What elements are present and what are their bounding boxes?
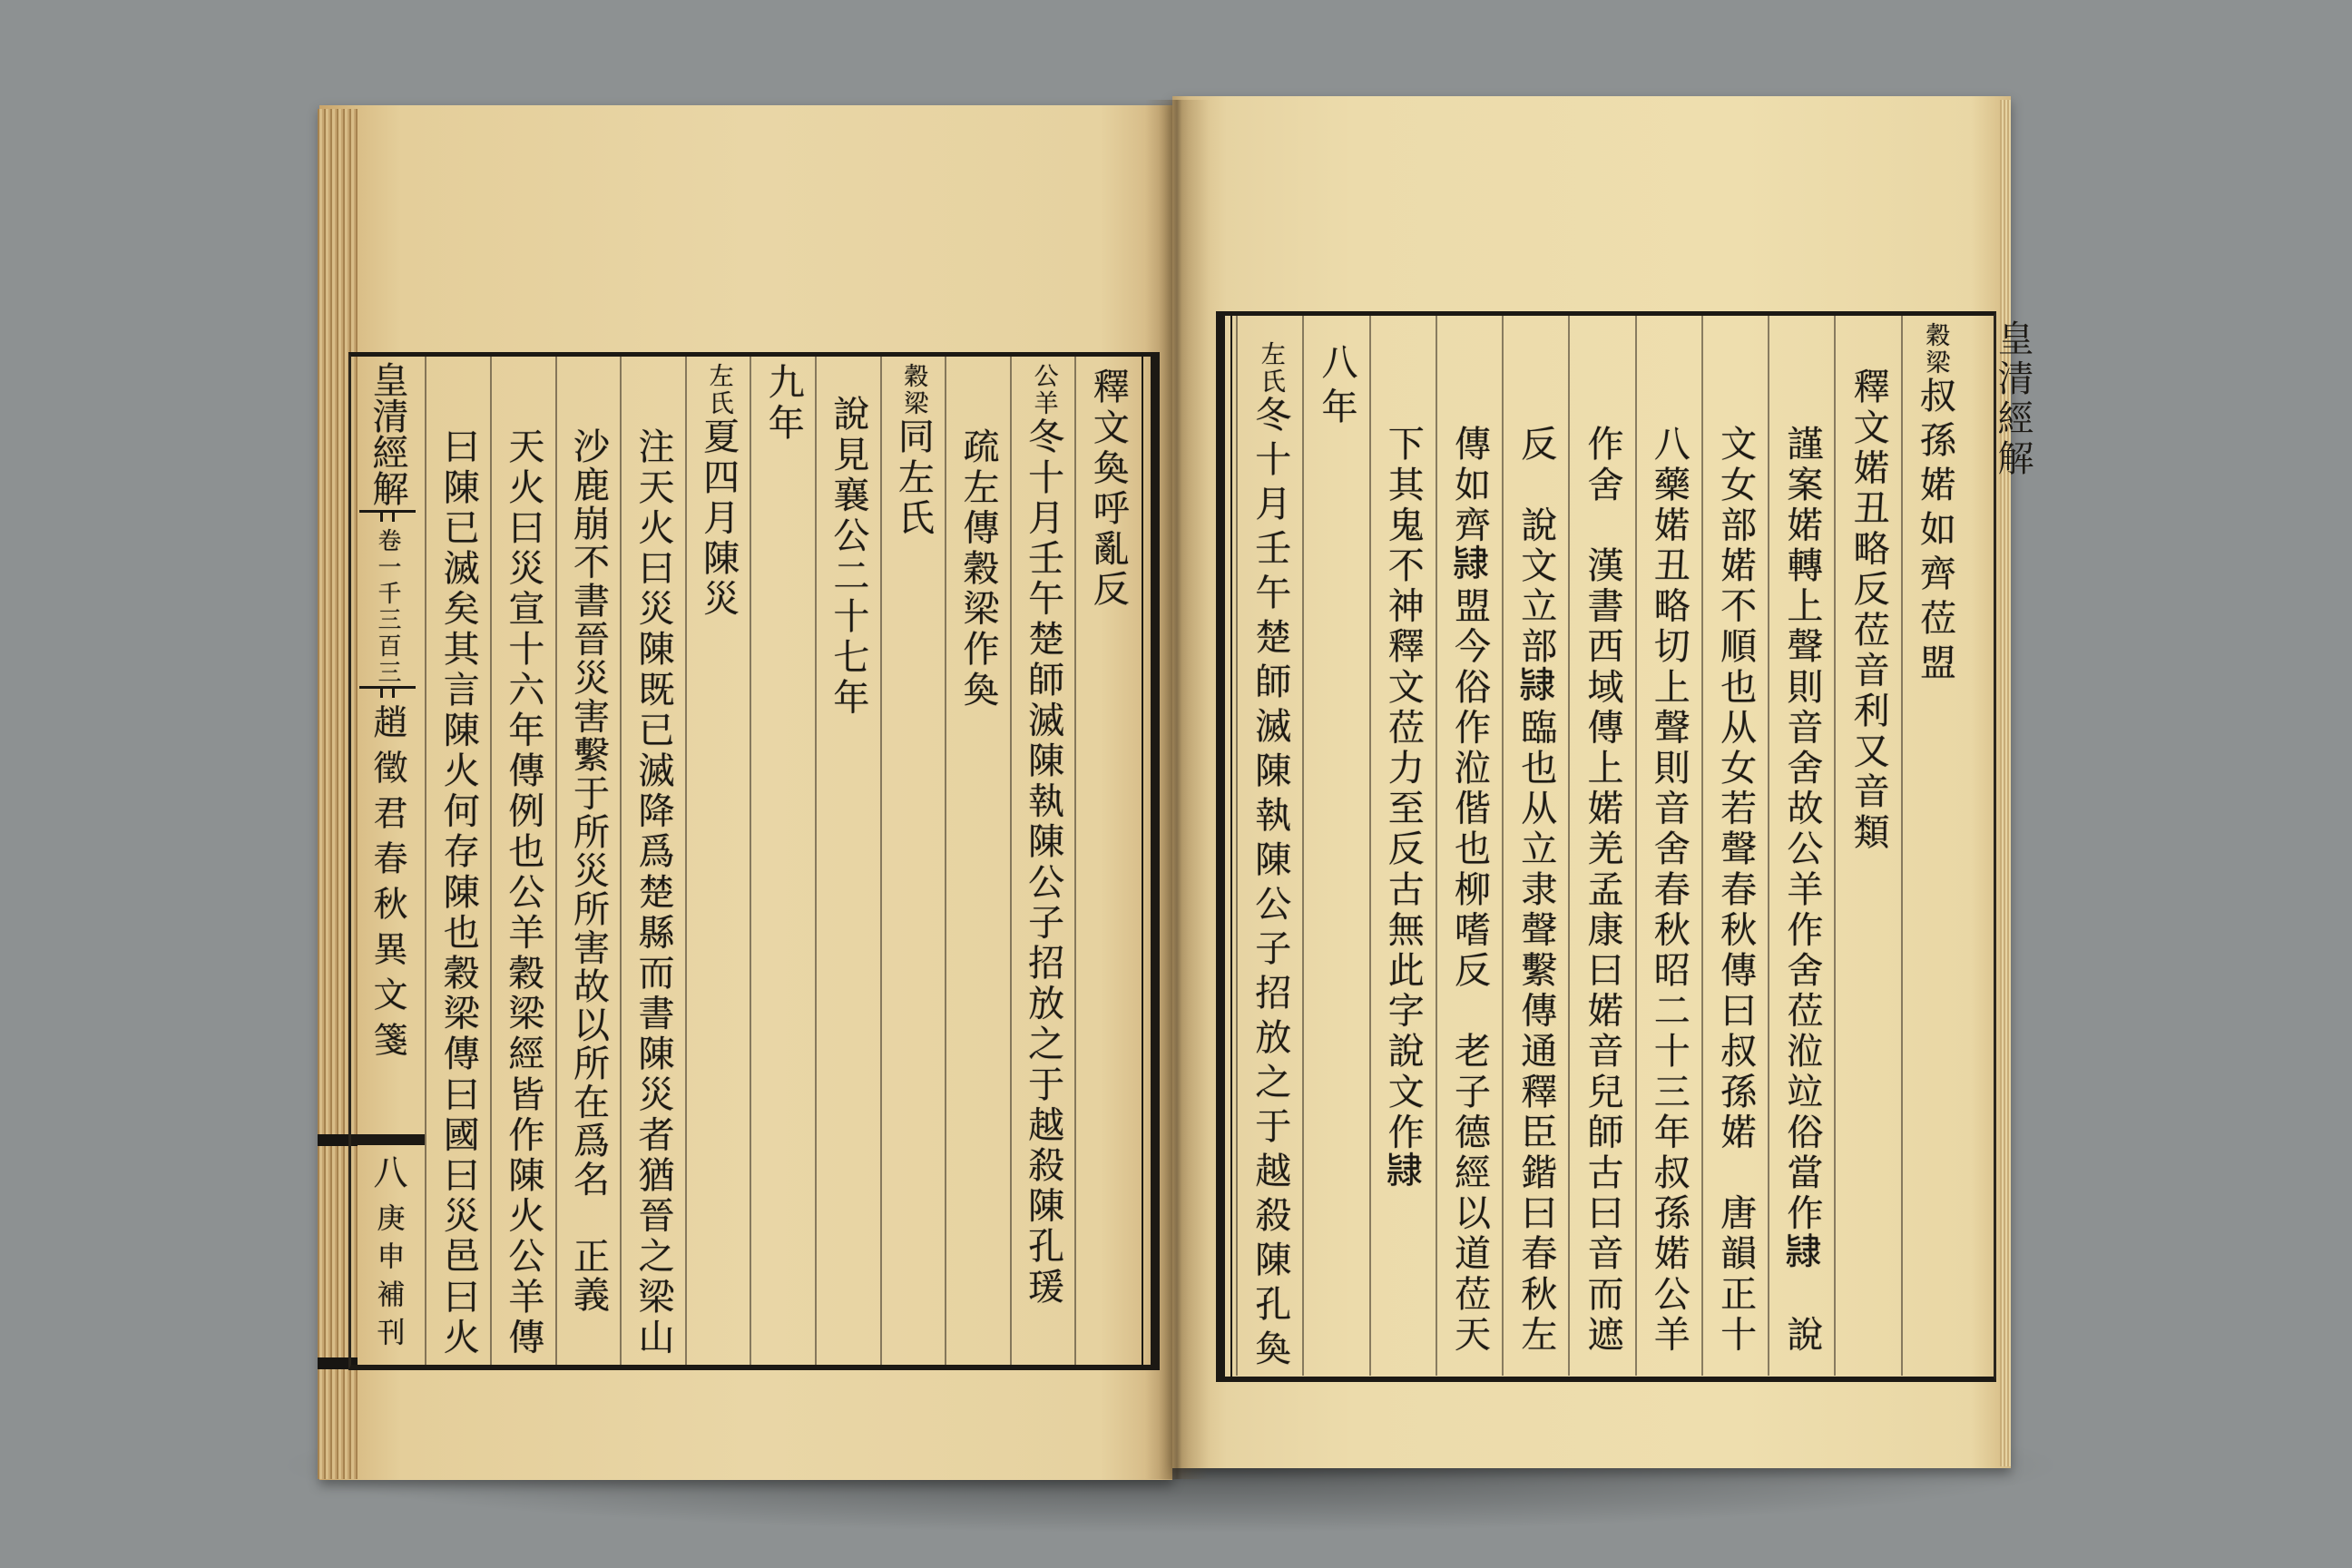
left-column-1 [1074,357,1140,1365]
right-column-4-line [1714,425,1757,1356]
fold-black-bar [351,1134,425,1145]
column-text: 疏左傳穀梁作奐 [957,427,1000,711]
fold-collection-title: 皇清經解 [367,361,408,506]
right-column-10-line [1315,343,1357,432]
right-column-1-line [1914,322,1956,688]
left-column-4 [880,357,946,1365]
column-text: 傳如齊𨽻盟今俗作涖偕也柳嗜反 老子德經以道莅天 [1448,425,1491,1356]
fold-work-title: 趙徵君春秋異文箋 [368,704,407,1067]
right-column-11 [1236,316,1302,1376]
column-note: 公羊 [1029,363,1058,417]
left-column-9 [555,357,621,1365]
column-note: 左氏 [1256,341,1285,396]
left-column-2-line [1022,363,1064,1308]
fold-volume: 卷一千三百三 [374,528,401,686]
column-text: 釋文奐呼亂反 [1087,368,1130,611]
column-text: 叔孫婼如齊莅盟 [1914,377,1956,688]
left-column-8 [620,357,685,1365]
right-column-7 [1502,316,1568,1376]
column-text: 曰陳已滅矣其言陳火何存陳也穀梁傳曰國曰災邑曰火 [437,427,480,1358]
column-text: 冬十月壬午楚師滅陳執陳公子招放之于越殺陳孔瑗 [1022,417,1064,1308]
left-column-4-line [892,363,935,539]
right-column-3-line [1780,425,1823,1356]
right-column-11-line [1249,341,1291,1374]
right-column-3 [1768,316,1834,1376]
left-column-6-line [762,363,805,445]
left-column-5-line [827,395,869,719]
column-text: 文女部婼不順也从女若聲春秋傳曰叔孫婼 唐韻正十 [1714,425,1757,1356]
column-text: 釋文婼丑略反莅音利又音類 [1847,368,1890,854]
fold-leaf-number: 八 [368,1154,407,1189]
column-text: 八藥婼丑略切上聲則音舍春秋昭二十三年叔孫婼公羊 [1648,425,1690,1356]
right-page-columns [1236,316,1967,1376]
left-column-10-line [502,427,544,1358]
right-column-5-line [1648,425,1690,1356]
fold-reprint-note: 庚申補刊 [371,1203,405,1356]
column-text: 九年 [762,363,805,445]
left-column-8-line [632,427,675,1358]
left-column-10 [490,357,555,1365]
column-text: 冬十月壬午楚師滅陳執陳公子招放之于越殺陳孔奐 [1249,396,1291,1374]
left-column-9-line [567,427,610,1315]
left-column-3 [945,357,1010,1365]
left-column-11-line [437,427,480,1358]
right-column-5 [1635,316,1701,1376]
right-column-2-line [1847,368,1890,854]
column-text: 作舍 漢書西域傳上婼羌孟康曰婼音兒師古曰音而遮 [1582,425,1624,1356]
left-column-7-line [697,363,740,620]
right-column-4 [1701,316,1768,1376]
left-column-3-line [957,427,1000,711]
left-page-columns [425,357,1140,1365]
right-column-10 [1302,316,1368,1376]
fold-fragment-clip [1992,319,2034,501]
left-column-7 [685,357,750,1365]
right-column-7-line [1514,425,1557,1356]
column-text: 注天火曰災陳既已滅降爲楚縣而書陳災者猶晉之梁山 [632,427,675,1358]
column-text: 下其鬼不神釋文莅力至反古無此字說文作𨽻 [1382,425,1425,1194]
frame-inner-rule-right [1230,316,1232,1377]
right-column-2 [1834,316,1900,1376]
right-column-9-line [1382,425,1425,1194]
right-column-9 [1369,316,1436,1376]
column-text: 沙鹿崩不書晉災害繫于所災所害故以所在爲名 正義 [567,427,610,1315]
fishtail-mark-lower [359,686,416,700]
column-note: 左氏 [704,363,733,417]
fishtail-mark-upper [359,510,416,524]
column-text: 八年 [1315,343,1357,432]
column-text: 反 說文立部𨽻臨也从立隶聲繫傳通釋臣鍇曰春秋左 [1514,425,1557,1356]
left-column-11 [425,357,490,1365]
column-note: 穀梁 [1921,322,1950,377]
page-stack-right [2000,100,2011,1466]
right-column-6-line [1582,425,1624,1356]
column-text: 同左氏 [892,417,935,539]
left-column-2 [1010,357,1075,1365]
left-column-1-line [1087,368,1130,611]
column-text: 謹案婼轉上聲則音舍故公羊作舍莅涖竝俗當作𨽻 說 [1780,425,1823,1356]
frame-inner-rule-left [1142,357,1143,1365]
left-column-6 [750,357,815,1365]
left-column-5 [815,357,880,1365]
column-text: 夏四月陳災 [697,417,740,620]
column-text: 天火曰災宣十六年傳例也公羊穀梁經皆作陳火公羊傳 [502,427,544,1358]
fold-fragment-text: 皇清經解 [1992,319,2034,479]
right-column-8 [1436,316,1502,1376]
column-note: 穀梁 [899,363,928,417]
right-column-1 [1901,316,1967,1376]
right-column-8-line [1448,425,1491,1356]
right-column-6 [1568,316,1634,1376]
column-text: 說見襄公二十七年 [827,395,869,719]
